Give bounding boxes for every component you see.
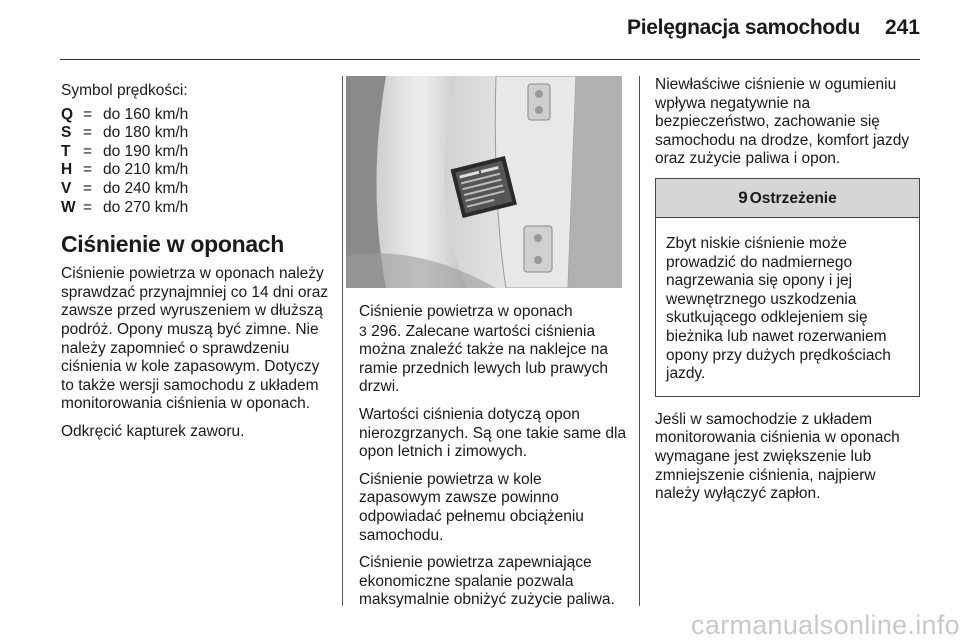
- speed-table-row: [61, 106, 188, 125]
- column-divider-1: [342, 76, 343, 606]
- speed-table-row: [61, 143, 188, 162]
- speed-limit-value: do 210 km/h: [103, 161, 189, 179]
- column-left: [61, 82, 329, 451]
- speed-symbol: H: [61, 161, 73, 179]
- speed-equals: =: [83, 142, 93, 160]
- warning-title: Ostrzeżenie: [749, 189, 837, 207]
- speed-limit-value: do 270 km/h: [103, 198, 189, 216]
- right-paragraph-1: Niewłaściwe ciśnienie w ogumieniu wpływa negatywnie na bezpieczeństwo, zachowanie się samochodu na drodze, komfort jazdy oraz zużycie paliwa i opon.: [655, 76, 910, 168]
- speed-limit-value: do 190 km/h: [103, 142, 189, 160]
- speed-table-row: [61, 180, 188, 199]
- warning-text: Zbyt niskie ciśnienie może prowadzić do nadmiernego nagrzewania się opony i jej wewnętrznego uszkodzenia skutkującego odklejeniem się bieżnika lub nawet rozerwaniem opony przy dużych prędkościach jazdy.: [666, 234, 891, 383]
- speed-table-row: [61, 124, 188, 143]
- speed-symbol: T: [61, 142, 71, 160]
- middle-paragraph-1-text-b: 296. Zalecane wartości ciśnienia można znaleźć także na naklejce na ramie przednich lewych lub prawych drzwi.: [359, 322, 609, 396]
- middle-paragraph-1: [359, 303, 627, 397]
- speed-symbol-intro: Symbol prędkości:: [61, 82, 188, 99]
- speed-limit-value: do 180 km/h: [103, 124, 189, 142]
- tire-pressure-paragraph-2: Odkręcić kapturek zaworu.: [61, 422, 245, 440]
- page-reference-arrow-icon: 3: [359, 322, 367, 339]
- column-right: [655, 76, 920, 513]
- column-middle: [359, 303, 627, 619]
- speed-equals: =: [83, 161, 93, 179]
- speed-equals: =: [83, 179, 93, 197]
- warning-box: [655, 178, 920, 397]
- speed-limit-value: do 160 km/h: [103, 105, 189, 123]
- warning-header: [656, 179, 919, 218]
- speed-symbol: V: [61, 179, 72, 197]
- middle-paragraph-3: Ciśnienie powietrza w kole zapasowym zawsze powinno odpowiadać pełnemu obciążeniu samochodu.: [359, 470, 584, 544]
- speed-limit-value: do 240 km/h: [103, 179, 189, 197]
- speed-table-row: [61, 199, 188, 218]
- middle-paragraph-1-text-a: Ciśnienie powietrza w oponach: [359, 303, 573, 320]
- speed-symbol-table: [61, 106, 188, 218]
- right-paragraph-2: Jeśli w samochodzie z układem monitorowania ciśnienia w oponach wymagane jest zwiększenie lub zmniejszenie ciśnienia, najpierw należy wyłączyć zapłon.: [655, 410, 900, 503]
- speed-equals: =: [83, 124, 93, 142]
- watermark: carmanualsonline.info: [691, 610, 960, 640]
- middle-paragraph-4: Ciśnienie powietrza zapewniające ekonomiczne spalanie pozwala maksymalnie obniżyć zużycie paliwa.: [359, 554, 615, 609]
- speed-symbol: W: [61, 198, 76, 216]
- speed-symbol: S: [61, 124, 72, 142]
- speed-equals: =: [83, 105, 93, 123]
- warning-triangle-icon: 9: [738, 187, 748, 207]
- speed-equals: =: [83, 198, 93, 216]
- middle-paragraph-2: Wartości ciśnienia dotyczą opon nierozgrzanych. Są one takie same dla opon letnich i zimowych.: [359, 405, 627, 461]
- speed-symbol: Q: [61, 105, 74, 123]
- header-divider: [60, 59, 920, 60]
- column-divider-2: [639, 76, 640, 606]
- speed-table-row: [61, 161, 188, 180]
- section-heading-tire-pressure: Ciśnienie w oponach: [61, 231, 285, 258]
- door-frame-photo: [346, 76, 622, 288]
- page-number: 241: [884, 16, 920, 39]
- tire-pressure-paragraph-1: Ciśnienie powietrza w oponach należy sprawdzać przynajmniej co 14 dni oraz zawsze przed wyruszeniem w dłuższą podróż. Opony muszą być zimne. Nie należy zapomnieć o sprawdzeniu ciśnienia w kole zapasowym. Dotyczy to także wersji samochodu z układem monitorowania ciśnienia w oponach.: [61, 265, 329, 413]
- page-header-title: Pielęgnacja samochodu: [627, 16, 860, 39]
